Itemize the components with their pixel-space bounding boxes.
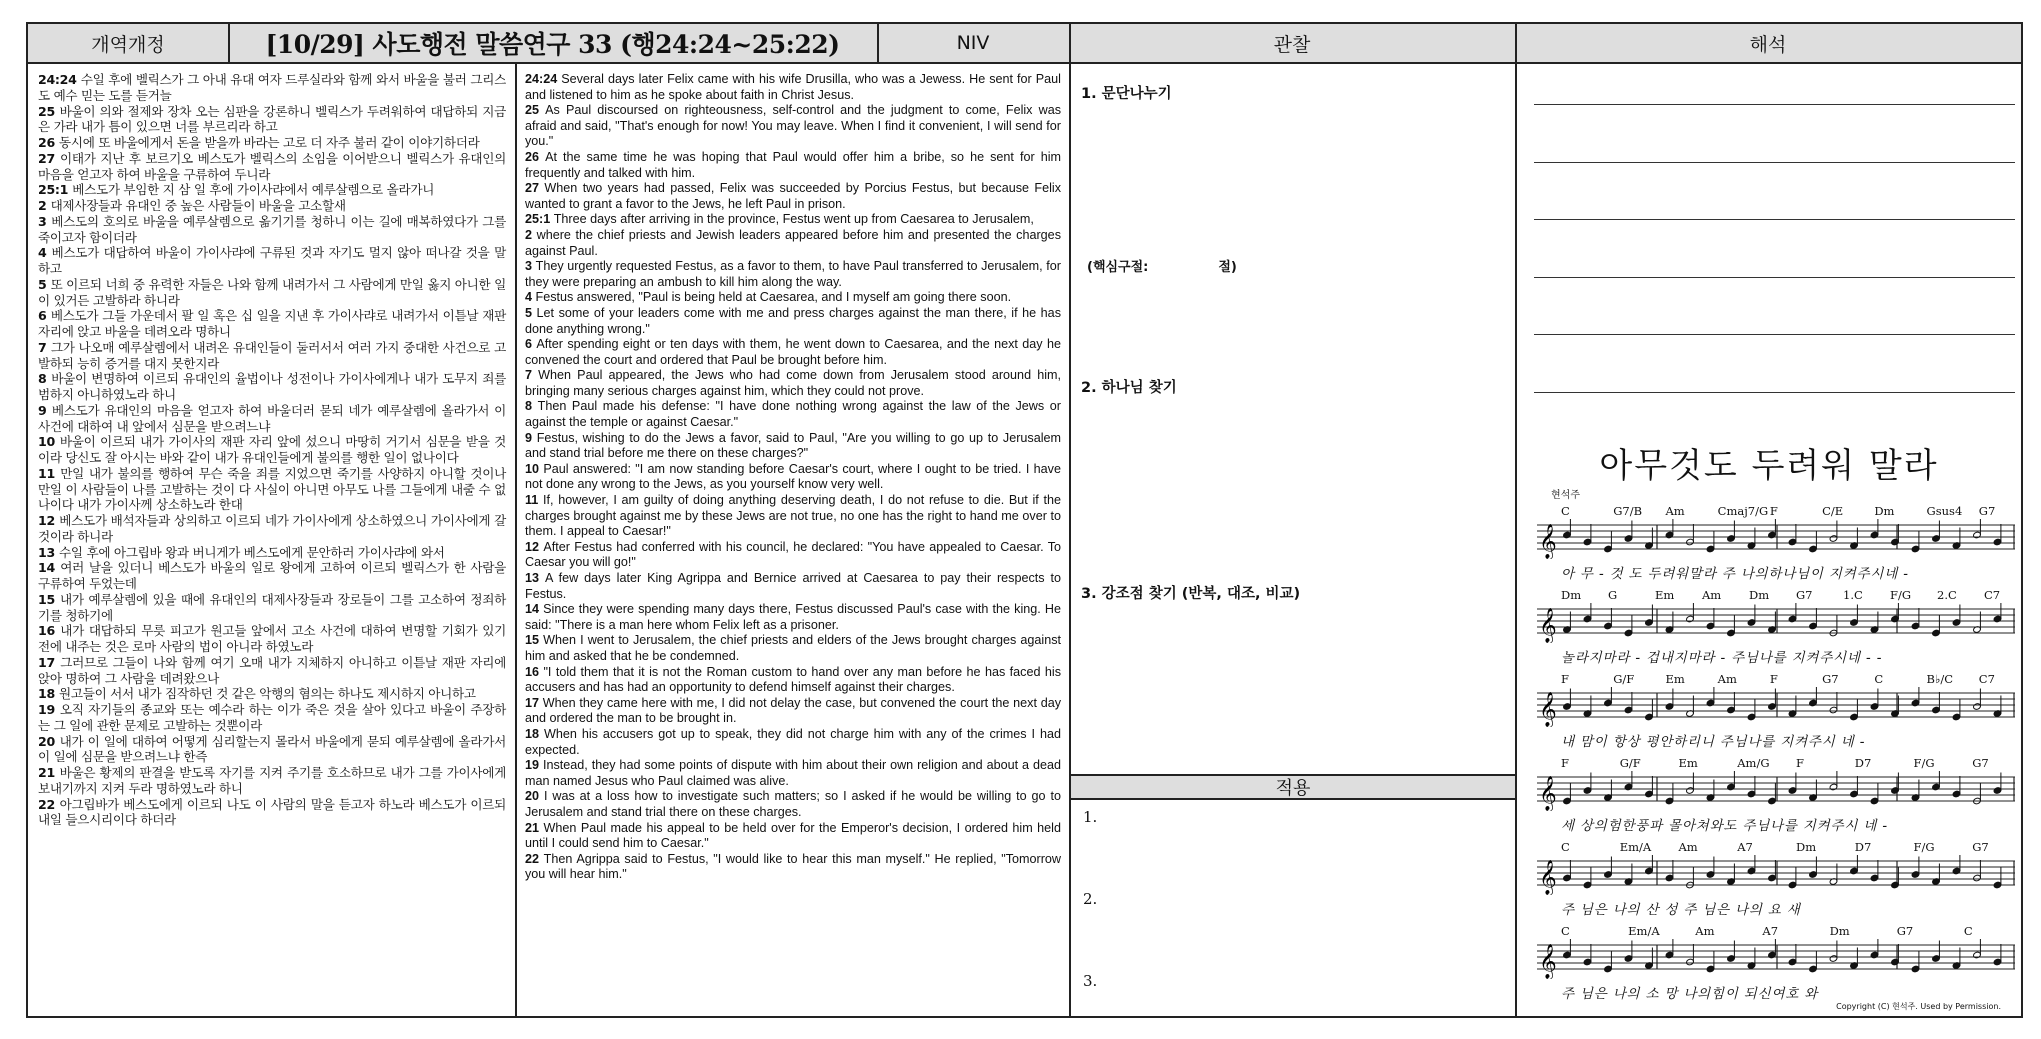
- verse-text: When they came here with me, I did not delay the case, but convened the court the next day and ordered the man to be brought in.: [525, 695, 1061, 726]
- writing-line[interactable]: [1534, 277, 2015, 278]
- english-verse: [525, 602, 1061, 633]
- english-verse: [525, 103, 1061, 150]
- english-verse: [525, 540, 1061, 571]
- verse-number: 6: [525, 337, 537, 352]
- treble-clef-icon: 𝄞: [1539, 608, 1557, 643]
- verse-number: 26: [38, 135, 60, 150]
- verse-number: 2: [525, 227, 537, 242]
- english-verse: [525, 493, 1061, 540]
- chord-symbol: Em: [1678, 756, 1698, 770]
- song-lyric: 주 님은 나의 소 망 나의힘이 되신여호 와: [1561, 986, 1819, 1002]
- verse-number: 7: [525, 368, 539, 383]
- chord-symbol: C/E: [1822, 504, 1844, 518]
- verse-text: 내가 대답하되 무릇 피고가 원고들 앞에서 고소 사건에 대하여 변명할 기회가 있기 전에 내주는 것은 로마 사람의 법이 아니라 하였노라: [38, 623, 506, 654]
- verse-text: 바울은 황제의 판결을 받도록 자기를 지켜 주기를 호소하므로 내가 그를 가이사에게 보내기까지 지켜 두라 명하였노라 하니: [38, 765, 506, 796]
- korean-verse: [38, 198, 506, 214]
- chord-symbol: Am: [1695, 924, 1715, 938]
- verse-number: 17: [38, 654, 61, 670]
- verse-text: Paul answered: "I am now standing before Caesar's court, where I ought to be tried. I have not done any wrong to the Jews, as you yourself know very well.: [525, 461, 1061, 492]
- chord-symbol: G: [1608, 588, 1618, 602]
- verse-number: 14: [38, 560, 61, 576]
- song-composer: 현석주: [1551, 490, 1580, 501]
- english-verse: [525, 758, 1061, 789]
- chord-symbol: 1.C: [1843, 588, 1863, 602]
- chord-symbol: Am: [1678, 840, 1698, 854]
- verse-number: 4: [38, 245, 52, 261]
- verse-number: 24:24: [38, 72, 81, 87]
- verse-text: Then Paul made his defense: "I have done nothing wrong against the law of the Jews or against the temple or against Caesar.": [525, 399, 1061, 430]
- verse-number: 16: [38, 623, 61, 639]
- music-staff: [1537, 519, 2017, 559]
- korean-verse: [38, 214, 506, 246]
- verse-number: 12: [525, 539, 544, 554]
- chord-symbol: Am: [1702, 588, 1722, 602]
- korean-verse: [38, 765, 506, 797]
- music-staff: [1537, 939, 2017, 979]
- verse-number: 6: [38, 308, 51, 324]
- verse-text: After spending eight or ten days with them, he went down to Caesarea, and the next day he convened the court and ordered that Paul be brought before him.: [525, 337, 1061, 367]
- verse-number: 22: [38, 796, 60, 812]
- english-verse: [525, 72, 1061, 103]
- sheet-music: [1517, 436, 2021, 1016]
- chord-symbol: Dm: [1561, 588, 1582, 602]
- chord-symbol: F: [1561, 756, 1569, 770]
- english-verse: [525, 337, 1061, 368]
- chord-symbol: C7: [1984, 588, 2001, 602]
- verse-text: They urgently requested Festus, as a favor to them, to have Paul transferred to Jerusalem, for they were preparing an ambush to kill him along the way.: [525, 259, 1061, 289]
- chord-symbol: F: [1769, 504, 1778, 518]
- verse-number: 20: [38, 733, 60, 749]
- verse-text: 이태가 지난 후 보르기오 베스도가 벨릭스의 소임을 이어받으니 벨릭스가 유대인의 마음을 얻고자 하여 바울을 구류하여 두니라: [38, 150, 507, 182]
- verse-number: 12: [38, 513, 60, 528]
- korean-verse: [38, 104, 506, 136]
- verse-number: 10: [38, 434, 60, 450]
- song-copyright: Copyright (C) 현석주. Used by Permission.: [1836, 1002, 2001, 1011]
- english-verse: [525, 852, 1061, 883]
- staff-row: [1537, 840, 2021, 936]
- music-staff: [1537, 771, 2017, 811]
- korean-verse: [38, 277, 506, 309]
- verse-number: 13: [38, 544, 60, 560]
- korean-verse: [38, 623, 506, 655]
- chord-symbol: D7: [1854, 840, 1872, 854]
- verse-number: 7: [38, 339, 51, 355]
- korean-verse: [38, 734, 506, 766]
- chord-symbol: G7: [1972, 756, 1989, 770]
- verse-number: 11: [38, 465, 61, 481]
- english-verse: [525, 789, 1061, 820]
- verse-text: 베스도가 유대인의 마음을 얻고자 하여 바울더러 묻되 네가 예루살렘에 올라가서 이 사건에 대하여 내 앞에서 심문을 받으려느냐: [38, 402, 506, 434]
- verse-number: 8: [38, 371, 52, 387]
- verse-number: 18: [38, 686, 60, 702]
- korean-verse: [38, 702, 506, 734]
- chord-symbol: Am/G: [1737, 756, 1770, 770]
- chord-symbol: F: [1561, 672, 1569, 686]
- korean-verse: [38, 655, 506, 687]
- writing-line[interactable]: [1534, 162, 2015, 163]
- verse-text: Three days after arriving in the province, Festus went up from Caesarea to Jerusalem,: [553, 212, 1034, 227]
- verse-number: 9: [38, 402, 52, 418]
- english-verse: [525, 821, 1061, 852]
- korean-verse: [38, 182, 506, 198]
- verse-text: "I told them that it is not the Roman custom to hand over any man before he has faced his accusers and has had an opportunity to defend himself against their charges.: [525, 664, 1061, 695]
- verse-text: 또 이르되 너희 중 유력한 자들은 나와 함께 내려가서 그 사람에게 만일 옳지 아니한 일이 있거든 고발하라 하니라: [38, 276, 506, 308]
- verse-number: 13: [525, 571, 545, 585]
- korean-verse: [38, 434, 506, 466]
- verse-text: 여러 날을 있더니 베스도가 바울의 일로 왕에게 고하여 이르되 벨릭스가 한 사람을 구류하여 두었는데: [38, 560, 506, 591]
- verse-text: 만일 내가 불의를 행하여 무슨 죽을 죄를 지었으면 죽기를 사양하지 아니할 것이나 만일 이 사람들이 나를 고발하는 것이 다 사실이 아니면 아무도 나를 그들에게 내줄 수 없나이다 내가 가이사께 상소하노라 한대: [38, 465, 506, 513]
- header-divider: [228, 24, 230, 64]
- verse-number: 25:1: [38, 182, 73, 198]
- song-title: 아무것도 두려워 말라: [1599, 446, 1939, 486]
- verse-number: 27: [38, 150, 61, 166]
- verse-number: 21: [525, 820, 544, 835]
- english-verse: [525, 431, 1061, 462]
- korean-verse: [38, 308, 506, 340]
- english-verse: [525, 665, 1061, 696]
- verse-number: 25: [525, 103, 546, 118]
- chord-symbol: F: [1796, 756, 1804, 770]
- writing-line[interactable]: [1534, 104, 2015, 105]
- english-verse: [525, 399, 1061, 430]
- verse-text: 아그립바가 베스도에게 이르되 나도 이 사람의 말을 듣고자 하노라 베스도가 이르되 내일 들으시리이다 하더라: [38, 796, 506, 828]
- writing-line[interactable]: [1534, 219, 2015, 220]
- chord-symbol: C: [1963, 924, 1973, 938]
- interpretation-column: [1517, 64, 2021, 1016]
- chord-symbol: Cmaj7/G: [1717, 504, 1769, 518]
- english-verse: [525, 368, 1061, 399]
- verse-text: Festus answered, "Paul is being held at Caesarea, and I myself am going there soon.: [535, 290, 1012, 305]
- observation-header: 관찰: [1069, 24, 1515, 64]
- music-staff: [1537, 855, 2017, 895]
- verse-text: 그가 나오매 예루살렘에서 내려온 유대인들이 둘러서서 여러 가지 중대한 사건으로 고발하되 능히 증거를 대지 못한지라: [38, 339, 506, 371]
- verse-number: 11: [525, 493, 544, 508]
- verse-text: 내가 예루살렘에 있을 때에 유대인의 대제사장들과 장로들이 그를 고소하여 정죄하기를 청하기에: [38, 591, 507, 623]
- verse-text: When Paul made his appeal to be held over for the Emperor's decision, I ordered him held until I could send him to Caesar.": [525, 820, 1061, 851]
- chord-symbol: Em/A: [1619, 840, 1652, 854]
- song-lyric: 주 님은 나의 산 성 주 님은 나의 요 새: [1561, 902, 1801, 918]
- chord-symbol: D7: [1854, 756, 1872, 770]
- verse-text: 베스도가 배석자들과 상의하고 이르되 네가 가이사에게 상소하였으니 가이사에게 갈 것이라 하니라: [38, 513, 507, 544]
- verse-text: As Paul discoursed on righteousness, self-control and the judgment to come, Felix was afraid and said, "That's enough for now! You may leave. When I find it convenient, I will send for you.": [525, 103, 1061, 149]
- korean-verse: [38, 340, 506, 372]
- treble-clef-icon: 𝄞: [1539, 776, 1557, 811]
- verse-number: 8: [525, 399, 538, 414]
- chord-symbol: Dm: [1796, 840, 1817, 854]
- english-verse: [525, 571, 1061, 602]
- korean-verse: [38, 245, 506, 277]
- english-text-column: [517, 64, 1069, 1016]
- application-header: 적용: [1071, 774, 1515, 800]
- staff-row: [1537, 588, 2021, 684]
- music-staff: [1537, 603, 2017, 643]
- key-verse-suffix: 절): [1218, 260, 1237, 275]
- verse-text: After Festus had conferred with his council, he declared: "You have appealed to Caesar. To Caesar you will go!": [525, 539, 1061, 570]
- verse-text: Then Agrippa said to Festus, "I would like to hear this man myself." He replied, "Tomorrow you will hear him.": [525, 851, 1061, 882]
- verse-text: 베스도가 그들 가운데서 팔 일 혹은 십 일을 지낸 후 가이사랴로 내려가서 이튿날 재판 자리에 앉고 바울을 데려오라 명하니: [38, 308, 506, 339]
- find-god-label: 2. 하나님 찾기: [1081, 380, 1177, 396]
- verse-text: 바울이 이르되 내가 가이사의 재판 자리 앞에 섰으니 마땅히 거기서 심문을 받을 것이라 당신도 잘 아시는 바와 같이 내가 유대인들에게 불의를 행한 일이 없나이다: [38, 434, 506, 465]
- english-verse: [525, 259, 1061, 290]
- korean-version-header: 개역개정: [28, 24, 228, 64]
- english-verse: [525, 150, 1061, 181]
- verse-number: 15: [525, 633, 544, 648]
- key-verse-prefix: (핵심구절:: [1087, 260, 1149, 275]
- verse-number: 26: [525, 149, 546, 164]
- writing-line[interactable]: [1534, 334, 2015, 335]
- verse-text: Festus, wishing to do the Jews a favor, said to Paul, "Are you willing to go up to Jerusalem and stand trial before me there on these charges?": [525, 430, 1061, 461]
- treble-clef-icon: 𝄞: [1539, 692, 1557, 727]
- verse-number: 27: [525, 181, 545, 196]
- verse-text: 오직 자기들의 종교와 또는 예수라 하는 이가 죽은 것을 살아 있다고 바울이 주장하는 그 일에 관한 문제로 고발하는 것뿐이라: [38, 702, 506, 733]
- chord-symbol: G/F: [1613, 672, 1635, 686]
- chord-symbol: F/G: [1890, 588, 1912, 602]
- korean-verse: [38, 592, 506, 624]
- english-verse: [525, 212, 1061, 228]
- chord-symbol: F/G: [1913, 756, 1935, 770]
- verse-text: At the same time he was hoping that Paul would offer him a bribe, so he sent for him frequently and talked with him.: [525, 149, 1062, 180]
- page-title: [10/29] 사도행전 말씀연구 33 (행24:24~25:22): [228, 24, 877, 64]
- chord-symbol: G7: [1896, 924, 1914, 938]
- interpretation-header: 해석: [1515, 24, 2021, 64]
- verse-number: 24:24: [525, 72, 562, 86]
- verse-number: 21: [38, 765, 60, 780]
- english-verse: [525, 727, 1061, 758]
- verse-number: 3: [525, 259, 536, 274]
- verse-number: 14: [525, 602, 544, 617]
- verse-number: 25: [38, 103, 60, 119]
- writing-line[interactable]: [1534, 392, 2015, 393]
- verse-text: 베스도가 부임한 지 삼 일 후에 가이사랴에서 예루살렘으로 올라가니: [72, 182, 435, 198]
- verse-number: 2: [38, 198, 51, 213]
- korean-text-column: [28, 64, 516, 1016]
- staff-row: [1537, 672, 2021, 768]
- chord-symbol: Em: [1655, 588, 1675, 602]
- application-item-2: 2.: [1083, 890, 1098, 908]
- chord-symbol: Em/A: [1628, 924, 1660, 938]
- korean-verse: [38, 797, 506, 829]
- chord-symbol: C: [1561, 840, 1570, 854]
- chord-symbol: G7: [1978, 504, 1996, 518]
- verse-number: 4: [525, 290, 536, 305]
- chord-symbol: B♭/C: [1926, 672, 1954, 686]
- verse-text: When I went to Jerusalem, the chief priests and elders of the Jews brought charges against him and asked that he be condemned.: [525, 633, 1061, 663]
- chord-symbol: G7: [1972, 840, 1989, 854]
- verse-number: 5: [525, 305, 537, 320]
- korean-verse: [38, 135, 506, 151]
- verse-text: When two years had passed, Felix was succeeded by Porcius Festus, but because Felix wanted to grant a favor to the Jews, he left Paul in prison.: [525, 181, 1061, 211]
- treble-clef-icon: 𝄞: [1539, 860, 1557, 895]
- korean-verse: [38, 403, 506, 435]
- chord-symbol: A7: [1737, 840, 1753, 854]
- korean-verse: [38, 513, 506, 545]
- song-lyric: 놀라지마라 - 겁내지마라 - 주님나를 지켜주시네 - -: [1561, 650, 1883, 666]
- verse-text: 베스도의 호의로 바울을 예루살렘으로 옮기기를 청하니 이는 길에 매복하였다가 그를 죽이고자 함이더라: [38, 213, 506, 245]
- verse-text: 바울이 변명하여 이르되 유대인의 율법이나 성전이나 가이사에게나 내가 도무지 죄를 범하지 아니하였노라 하니: [38, 371, 506, 402]
- english-verse: [525, 306, 1061, 337]
- song-lyric: 아 무 - 것 도 두려워말라 주 나의하나님이 지켜주시네 -: [1561, 566, 1909, 582]
- verse-number: 20: [525, 789, 544, 804]
- verse-text: If, however, I am guilty of doing anything deserving death, I do not refuse to die. But if the charges brought against me by these Jews are not true, no one has the right to hand me over to them. I appeal to Caesar!": [525, 493, 1062, 539]
- chord-symbol: C: [1561, 504, 1570, 518]
- verse-number: 18: [525, 726, 544, 741]
- chord-symbol: Am: [1717, 672, 1737, 686]
- bible-study-sheet: [26, 22, 2023, 1018]
- verse-number: 19: [38, 702, 60, 717]
- observation-column: [1071, 64, 1515, 1016]
- verse-text: 수일 후에 아그립바 왕과 버니게가 베스도에게 문안하러 가이사랴에 와서: [59, 544, 445, 560]
- treble-clef-icon: 𝄞: [1539, 524, 1557, 559]
- song-lyric: 내 맘이 항상 평안하리니 주님나를 지켜주시 네 -: [1561, 734, 1866, 750]
- key-verse-label: [1087, 256, 1237, 275]
- application-item-1: 1.: [1083, 808, 1098, 826]
- verse-number: 25:1: [525, 212, 554, 227]
- chord-symbol: F/G: [1913, 840, 1935, 854]
- verse-number: 3: [38, 213, 52, 229]
- verse-text: Since they were spending many days there, Festus discussed Paul's case with the king. He said: "There is a man here whom Felix left as a prisoner.: [525, 602, 1061, 632]
- paragraph-division-label: 1. 문단나누기: [1081, 86, 1172, 102]
- staff-row: [1537, 504, 2021, 600]
- emphasis-label: 3. 강조점 찾기 (반복, 대조, 비교): [1081, 586, 1301, 602]
- english-version-header: NIV: [877, 24, 1069, 64]
- chord-symbol: C: [1561, 924, 1570, 938]
- verse-number: 9: [525, 430, 537, 445]
- verse-text: Instead, they had some points of dispute with him about their own religion and about a dead man named Jesus who Paul claimed was alive.: [525, 758, 1061, 788]
- chord-symbol: A7: [1762, 924, 1779, 938]
- verse-text: Let some of your leaders come with me and press charges against the man there, if he has done anything wrong.": [525, 305, 1061, 336]
- chord-symbol: Em: [1665, 672, 1685, 686]
- korean-verse: [38, 466, 506, 513]
- english-verse: [525, 181, 1061, 212]
- korean-verse: [38, 545, 506, 561]
- header-divider: [877, 24, 879, 64]
- verse-number: 19: [525, 758, 543, 773]
- chord-symbol: G7: [1822, 672, 1839, 686]
- verse-number: 17: [525, 695, 543, 710]
- verse-number: 5: [38, 276, 51, 292]
- chord-symbol: C7: [1978, 672, 1995, 686]
- korean-verse: [38, 371, 506, 403]
- verse-text: 수일 후에 벨릭스가 그 아내 유대 여자 드루실라와 함께 와서 바울을 불러 그리스도 예수 믿는 도를 듣거늘: [38, 72, 506, 103]
- english-verse: [525, 696, 1061, 727]
- verse-text: When Paul appeared, the Jews who had come down from Jerusalem stood around him, bringing many serious charges against him, which they could not prove.: [525, 368, 1061, 398]
- verse-number: 16: [525, 664, 544, 679]
- staff-row: [1537, 756, 2021, 852]
- verse-text: 동시에 또 바울에게서 돈을 받을까 바라는 고로 더 자주 불러 같이 이야기하더라: [59, 135, 480, 150]
- verse-number: 10: [525, 461, 544, 476]
- korean-verse: [38, 151, 506, 183]
- chord-symbol: Dm: [1749, 588, 1770, 602]
- verse-text: 대제사장들과 유대인 중 높은 사람들이 바울을 고소할새: [50, 198, 346, 213]
- verse-text: where the chief priests and Jewish leaders appeared before him and presented the charges against Paul.: [525, 227, 1061, 258]
- chord-symbol: G7: [1796, 588, 1813, 602]
- treble-clef-icon: 𝄞: [1539, 944, 1557, 979]
- verse-text: 내가 이 일에 대하여 어떻게 심리할는지 몰라서 바울에게 묻되 예루살렘에 올라가서 이 일에 심문을 받으려느냐 한즉: [38, 733, 506, 765]
- verse-text: A few days later King Agrippa and Bernice arrived at Caesarea to pay their respects to Festus.: [525, 571, 1061, 601]
- chord-symbol: Am: [1665, 504, 1685, 518]
- verse-text: When his accusers got up to speak, they did not charge him with any of the crimes I had expected.: [525, 726, 1061, 757]
- verse-text: 바울이 의와 절제와 장차 오는 심판을 강론하니 벨릭스가 두려워하여 대답하되 지금은 가라 내가 틈이 있으면 너를 부르리라 하고: [38, 103, 506, 135]
- verse-text: I was at a loss how to investigate such matters; so I asked if he would be willing to go to Jerusalem and stand trial there on these charges.: [525, 789, 1061, 819]
- chord-symbol: 2.C: [1937, 588, 1957, 602]
- english-verse: [525, 462, 1061, 493]
- korean-verse: [38, 72, 506, 104]
- english-verse: [525, 290, 1061, 306]
- english-verse: [525, 633, 1061, 664]
- verse-text: 원고들이 서서 내가 짐작하던 것 같은 악행의 혐의는 하나도 제시하지 아니하고: [59, 686, 476, 702]
- chord-symbol: G/F: [1619, 756, 1641, 770]
- korean-verse: [38, 686, 506, 702]
- song-lyric: 세 상의험한풍파 몰아쳐와도 주님나를 지켜주시 네 -: [1561, 818, 1888, 834]
- verse-text: 그러므로 그들이 나와 함께 여기 오매 내가 지체하지 아니하고 이튿날 재판 자리에 앉아 명하여 그 사람을 데려왔으나: [38, 654, 506, 686]
- verse-text: 베스도가 대답하여 바울이 가이사랴에 구류된 것과 자기도 멀지 않아 떠나갈 것을 말하고: [38, 245, 506, 276]
- verse-number: 15: [38, 591, 61, 607]
- chord-symbol: G7/B: [1613, 504, 1643, 518]
- chord-symbol: F: [1769, 672, 1778, 686]
- music-staff: [1537, 687, 2017, 727]
- chord-symbol: Dm: [1874, 504, 1895, 518]
- chord-symbol: C: [1874, 672, 1884, 686]
- verse-number: 22: [525, 851, 544, 866]
- chord-symbol: Dm: [1829, 924, 1850, 938]
- application-item-3: 3.: [1083, 972, 1098, 990]
- chord-symbol: Gsus4: [1926, 504, 1963, 518]
- english-verse: [525, 228, 1061, 259]
- verse-text: Several days later Felix came with his wife Drusilla, who was a Jewess. He sent for Paul and listened to him as he spoke about faith in Christ Jesus.: [525, 72, 1061, 102]
- korean-verse: [38, 560, 506, 592]
